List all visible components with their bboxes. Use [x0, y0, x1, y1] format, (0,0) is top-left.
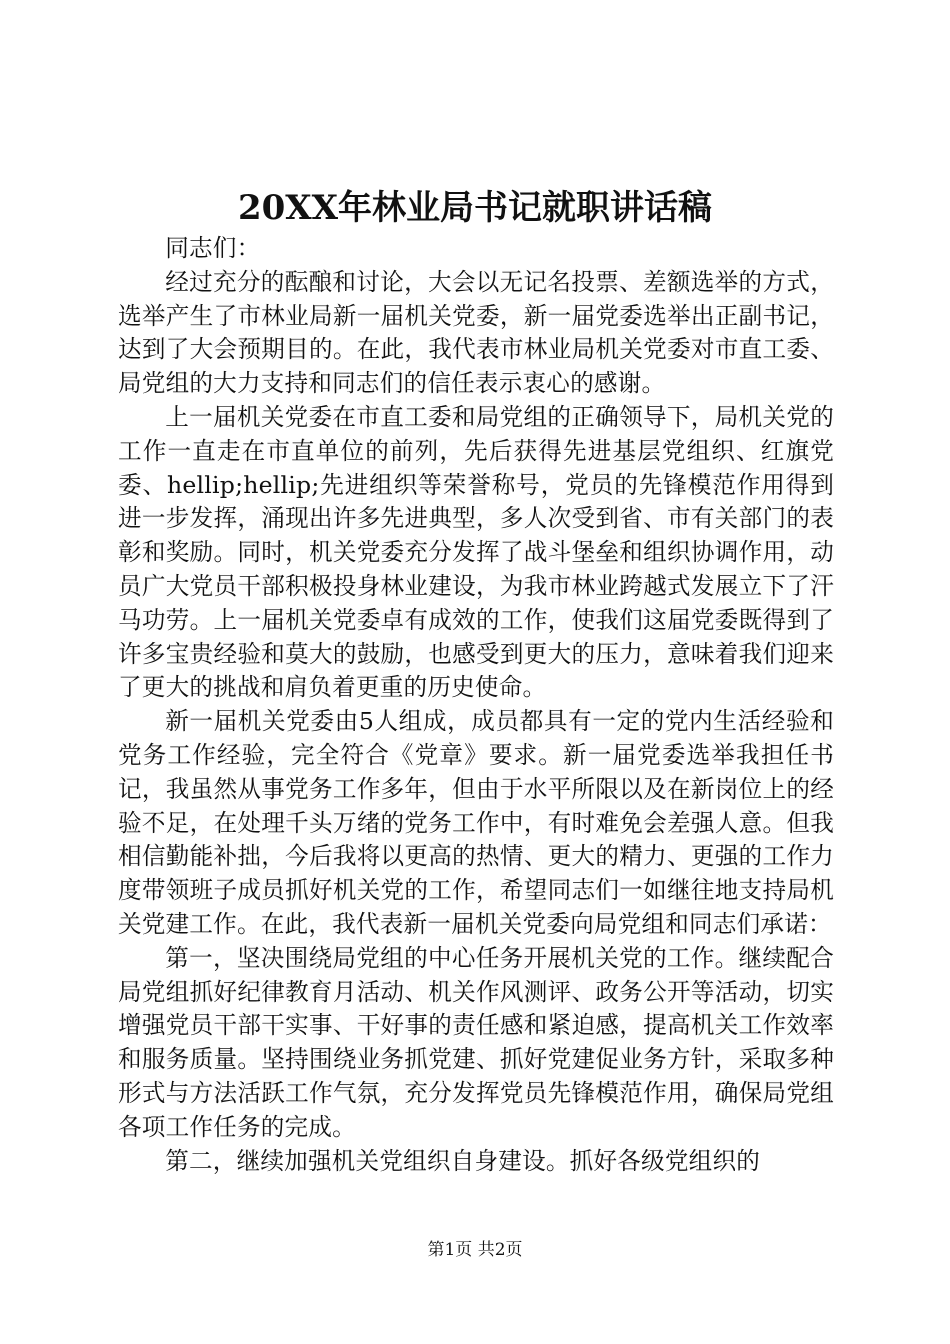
paragraph-salutation: 同志们： — [165, 234, 261, 262]
page-number-footer: 第1页 共2页 — [427, 1240, 523, 1260]
paragraph-1: 经过充分的酝酿和讨论，大会以无记名投票、差额选举的方式，选举产生了市林业局新一届机关党委，新一届党委选举出正副书记，达到了大会预期目的。在此，我代表市林业局机关党委对市直工委、局党组的大力支持和同志们的信任表示衷心的感谢。 — [118, 267, 834, 398]
document-title: 20XX年林业局书记就职讲话稿 — [237, 188, 713, 228]
paragraph-5: 第二，继续加强机关党组织自身建设。抓好各级党组织的 — [165, 1146, 761, 1175]
paragraph-2: 上一届机关党委在市直工委和局党组的正确领导下，局机关党的工作一直走在市直单位的前列，先后获得先进基层党组织、红旗党委、hellip;hellip;先进组织等荣誉称号，党员的先锋模范作用得到进一步发挥，涌现出许多先进典型，多人次受到省、市有关部门的表彰和奖励。同时，机关党委充分发挥了战斗堡垒和组织协调作用，动员广大党员干部积极投身林业建设，为我市林业跨越式发展立下了汗马功劳。上一届机关党委卓有成效的工作，使我们这届党委既得到了许多宝贵经验和莫大的鼓励，也感受到更大的压力，意味着我们迎来了更大的挑战和肩负着更重的历史使命。 — [118, 402, 834, 702]
document-body — [118, 232, 834, 1178]
paragraph-4: 第一，坚决围绕局党组的中心任务开展机关党的工作。继续配合局党组抓好纪律教育月活动、机关作风测评、政务公开等活动，切实增强党员干部干实事、干好事的责任感和紧迫感，提高机关工作效率和服务质量。坚持围绕业务抓党建、抓好党建促业务方针，采取多种形式与方法活跃工作气氛，充分发挥党员先锋模范作用，确保局党组各项工作任务的完成。 — [118, 943, 834, 1141]
paragraph-3: 新一届机关党委由5人组成，成员都具有一定的党内生活经验和党务工作经验，完全符合《党章》要求。新一届党委选举我担任书记，我虽然从事党务工作多年，但由于水平所限以及在新岗位上的经验不足，在处理千头万绪的党务工作中，有时难免会差强人意。但我相信勤能补拙，今后我将以更高的热情、更大的精力、更强的工作力度带领班子成员抓好机关党的工作，希望同志们一如继往地支持局机关党建工作。在此，我代表新一届机关党委向局党组和同志们承诺： — [118, 707, 834, 938]
